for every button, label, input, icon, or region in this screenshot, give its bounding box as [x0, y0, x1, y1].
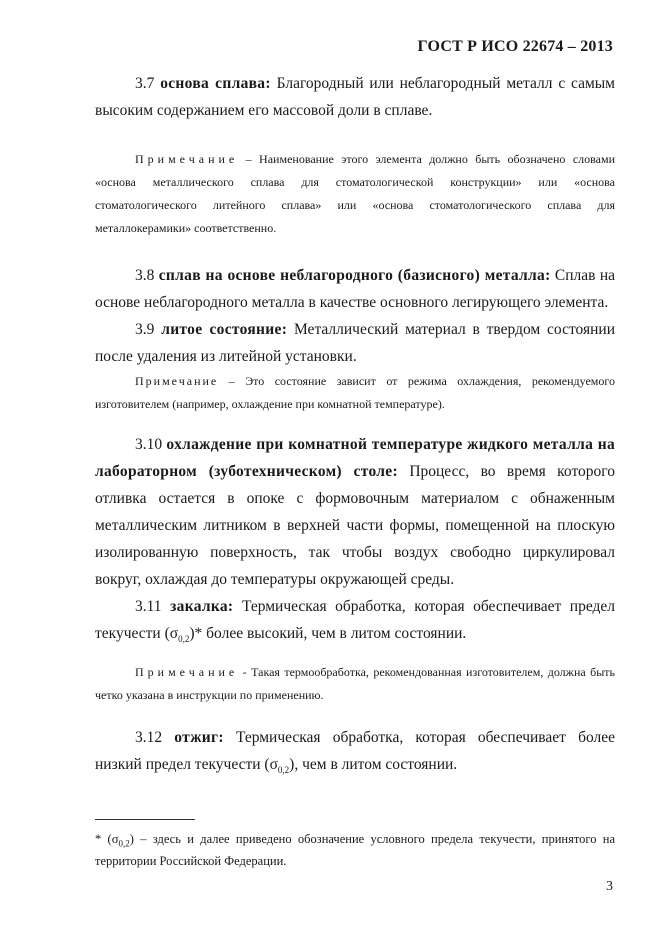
clause-text: Сплав на основе неблагородного металла в качестве основного легирующего элемента. [95, 267, 616, 311]
note-1 [95, 148, 615, 240]
clause-3-9 [95, 316, 615, 370]
document-header: ГОСТ Р ИСО 22674 – 2013 [417, 38, 613, 55]
clause-number: 3.12 [135, 729, 163, 746]
clause-text: Процесс, во время которого отливка остается в опоке с формовочным материалом с обнаженным металлическим литником в верхней части формы, помещенной на плоскую изолированную поверхность, так чтобы воздух свободно циркулировал вокруг, охлаждая до температуры окружающей среды. [95, 463, 615, 588]
note-label: Примечание [135, 374, 219, 388]
subscript: 0,2 [178, 634, 190, 645]
footnote-text: ) – здесь и далее приведено обозначение условного предела текучести, принятого на территории Российской Федерации. [95, 832, 615, 868]
clause-term: литое состояние: [161, 321, 288, 338]
footnote-divider [95, 819, 195, 820]
clause-text-tail: )* более высокий, чем в литом состоянии. [189, 625, 467, 642]
clause-number: 3.7 [135, 75, 155, 92]
clause-term: основа сплава: [160, 75, 271, 92]
clause-text-tail: ), чем в литом состоянии. [289, 756, 458, 773]
clause-number: 3.10 [135, 436, 163, 453]
footnote-mark: * (σ [95, 832, 119, 846]
clause-term: отжиг: [174, 729, 224, 746]
footnote [95, 828, 615, 872]
page-number: 3 [606, 879, 613, 894]
clause-3-12 [95, 724, 615, 778]
note-text: - Такая термообработка, рекомендованная изготовителем, должна быть четко указана в инструкции по применению. [95, 665, 616, 702]
note-3 [95, 661, 615, 707]
clause-term: охлаждение при комнатной температуре жидкого металла на лабораторном (зуботехническом) столе: [95, 436, 615, 480]
clause-3-7 [95, 70, 615, 124]
clause-number: 3.9 [135, 321, 155, 338]
note-label: Примечание [135, 152, 239, 166]
clause-3-10 [95, 431, 615, 593]
note-2 [95, 370, 615, 416]
clause-text: Металлический материал в твердом состоянии после удаления из литейной установки. [95, 321, 615, 365]
clause-text: Термическая обработка, которая обеспечивает предел текучести (σ [95, 598, 616, 642]
clause-term: закалка: [170, 598, 234, 615]
clause-term: сплав на основе неблагородного (базисного) металла: [158, 267, 551, 284]
clause-text: Термическая обработка, которая обеспечивает более низкий предел текучести (σ [95, 729, 616, 773]
clause-number: 3.8 [135, 267, 155, 284]
clause-number: 3.11 [135, 598, 162, 615]
clause-3-11 [95, 593, 615, 647]
note-text: – Это состояние зависит от режима охлаждения, рекомендуемого изготовителем (например, охлаждение при комнатной температуре). [95, 374, 615, 411]
note-text: – Наименование этого элемента должно быть обозначено словами «основа металлического сплава для стоматологической конструкции» или «основа стоматологического литейного сплава» или «основа стоматологического сплава для металлокерамики» соответственно. [95, 152, 615, 235]
clause-3-8 [95, 262, 615, 316]
subscript: 0,2 [277, 765, 290, 776]
note-label: Примечание [135, 665, 239, 679]
clause-text: Благородный или неблагородный металл с самым высоким содержанием его массовой доли в сплаве. [95, 75, 615, 119]
subscript: 0,2 [118, 838, 130, 849]
